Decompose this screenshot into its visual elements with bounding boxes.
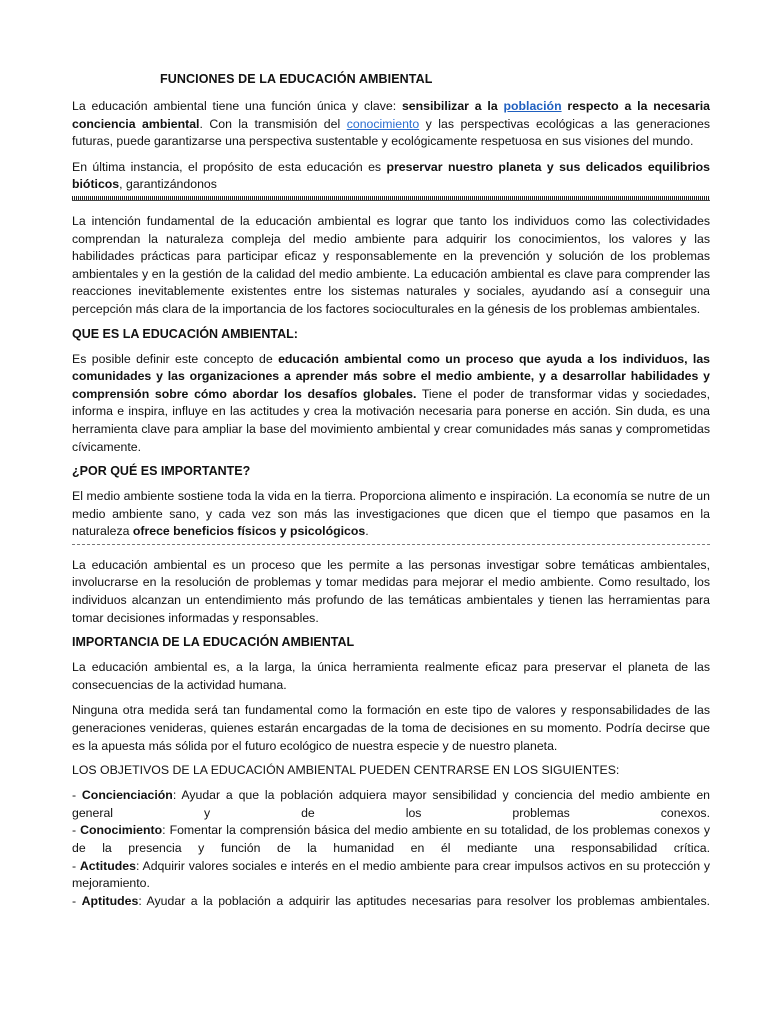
text-run: La educación ambiental tiene una función única y clave: bbox=[72, 99, 402, 113]
paragraph-purpose bbox=[72, 159, 710, 194]
paragraph-definition bbox=[72, 351, 710, 457]
objective-text: : Ayudar a que la población adquiera mayor sensibilidad y conciencia del medio ambiente en general y de los problemas conexos. bbox=[72, 788, 710, 820]
objective-term: Conocimiento bbox=[80, 823, 163, 838]
text-run: . Con la transmisión del bbox=[199, 116, 347, 131]
bold-text: ofrece beneficios físicos y psicológicos bbox=[132, 524, 366, 539]
divider bbox=[72, 543, 710, 545]
paragraph-process: La educación ambiental es un proceso que les permite a las personas investigar sobre temáticas ambientales, involucrarse en la resolución de problemas y tomar medidas para mejorar el medio ambiente. Como resultado, los individuos alcanzan un entendimiento más profundo de las temáticas ambientales y tienen las herramientas para tomar decisiones informadas y responsables. bbox=[72, 557, 710, 625]
document-title: FUNCIONES DE LA EDUCACIÓN AMBIENTAL bbox=[160, 72, 433, 86]
paragraph-importance bbox=[72, 488, 710, 541]
paragraph-intention: La intención fundamental de la educación ambiental es lograr que tanto los individuos como las colectividades comprendan la naturaleza compleja del medio ambiente para adquirir los conocimientos, los valores y las habilidades prácticas para participar eficaz y responsablemente en la prevención y solución de los problemas ambientales y en la gestión de la calidad del medio ambiente. La educación ambiental es clave para comprender las reacciones inevitablemente existentes entre los sistemas naturales y sociales, ayudando así a conseguir una percepción más clara de la importancia de los factores socioculturales en la génesis de los problemas ambientales. bbox=[72, 213, 710, 316]
paragraph-measure: Ninguna otra medida será tan fundamental como la formación en este tipo de valores y responsabilidades de las generaciones venideras, quienes estarán encargadas de la toma de decisiones en su momento. Podría decirse que es la apuesta más sólida por el futuro ecológico de nuestra especie y de nuestro planeta. bbox=[72, 703, 710, 753]
objective-term: Actitudes bbox=[79, 858, 136, 873]
poblacion-link[interactable]: población bbox=[503, 99, 562, 113]
objective-text: : Ayudar a la población a adquirir las aptitudes necesarias para resolver los problemas ambientales. bbox=[138, 893, 711, 908]
objectives-heading: LOS OBJETIVOS DE LA EDUCACIÓN AMBIENTAL PUEDEN CENTRARSE EN LOS SIGUIENTES: bbox=[72, 763, 620, 778]
text-run: , garantizándonos bbox=[119, 177, 217, 192]
text-run: En última instancia, el propósito de esta educación es bbox=[72, 159, 387, 174]
objective-term: Concienciación bbox=[81, 788, 173, 803]
list-item: - Aptitudes: Ayudar a la población a adquirir las aptitudes necesarias para resolver los problemas ambientales. bbox=[72, 893, 711, 908]
bold-text: educación ambiental como un proceso que ayuda a los individuos, las comunidades y las organizaciones a aprender más sobre el medio ambiente, y a desarrollar habilidades y comprensión sobre cómo abordar los desafíos globales. bbox=[72, 351, 711, 401]
list-item: - Concienciación: Ayudar a que la población adquiera mayor sensibilidad y conciencia del medio ambiente en general y de los problemas conexos. bbox=[72, 788, 710, 820]
objectives-list bbox=[72, 787, 710, 910]
objective-text: : Fomentar la comprensión básica del medio ambiente en su totalidad, de los problemas conexos y de la presencia y función de la humanidad en él mediante una responsabilidad crítica. bbox=[72, 823, 710, 855]
text-run: . bbox=[365, 524, 369, 539]
paragraph-tool: La educación ambiental es, a la larga, la única herramienta realmente eficaz para preservar el planeta de las consecuencias de la actividad humana. bbox=[72, 660, 710, 692]
section-heading: ¿POR QUÉ ES IMPORTANTE? bbox=[72, 464, 251, 479]
list-item: - Actitudes: Adquirir valores sociales e interés en el medio ambiente para crear impulsos activos en su protección y mejoramiento. bbox=[72, 858, 710, 891]
section-heading: QUE ES LA EDUCACIÓN AMBIENTAL: bbox=[72, 326, 298, 341]
section-heading: IMPORTANCIA DE LA EDUCACIÓN AMBIENTAL bbox=[72, 635, 355, 650]
list-item: - Conocimiento: Fomentar la comprensión básica del medio ambiente en su totalidad, de los problemas conexos y de la presencia y función de la humanidad en él mediante una responsabilidad crítica. bbox=[72, 823, 710, 855]
bold-text: preservar nuestro planeta y sus delicados equilibrios bióticos bbox=[72, 159, 710, 192]
text-run: Tiene el poder de transformar vidas y sociedades, informa e inspira, influye en las actitudes y crea la motivación necesaria para ponerse en acción. Sin duda, es una herramienta clave para ampliar la base del movimiento ambiental y crear comunidades más sanas y comprometidas cívicamente. bbox=[72, 386, 710, 454]
bold-text: sensibilizar a la población respecto a la necesaria conciencia ambiental bbox=[72, 99, 710, 131]
objective-text: : Adquirir valores sociales e interés en el medio ambiente para crear impulsos activos en su protección y mejoramiento. bbox=[72, 858, 710, 891]
divider bbox=[72, 196, 710, 201]
text-run: Es posible definir este concepto de bbox=[72, 351, 279, 366]
conocimiento-link[interactable]: conocimiento bbox=[346, 116, 420, 131]
objective-term: Aptitudes bbox=[81, 893, 139, 908]
paragraph-function bbox=[72, 98, 710, 151]
text-run: y las perspectivas ecológicas a las generaciones futuras, puede garantizarse una perspectiva sustentable y ecológicamente respetuosa en sus visiones del mundo. bbox=[72, 116, 710, 149]
text-run: El medio ambiente sostiene toda la vida en la tierra. Proporciona alimento e inspiración. La economía se nutre de un medio ambiente sano, y cada vez son más las investigaciones que dicen que el tiempo que pasamos en la naturaleza bbox=[72, 489, 710, 539]
